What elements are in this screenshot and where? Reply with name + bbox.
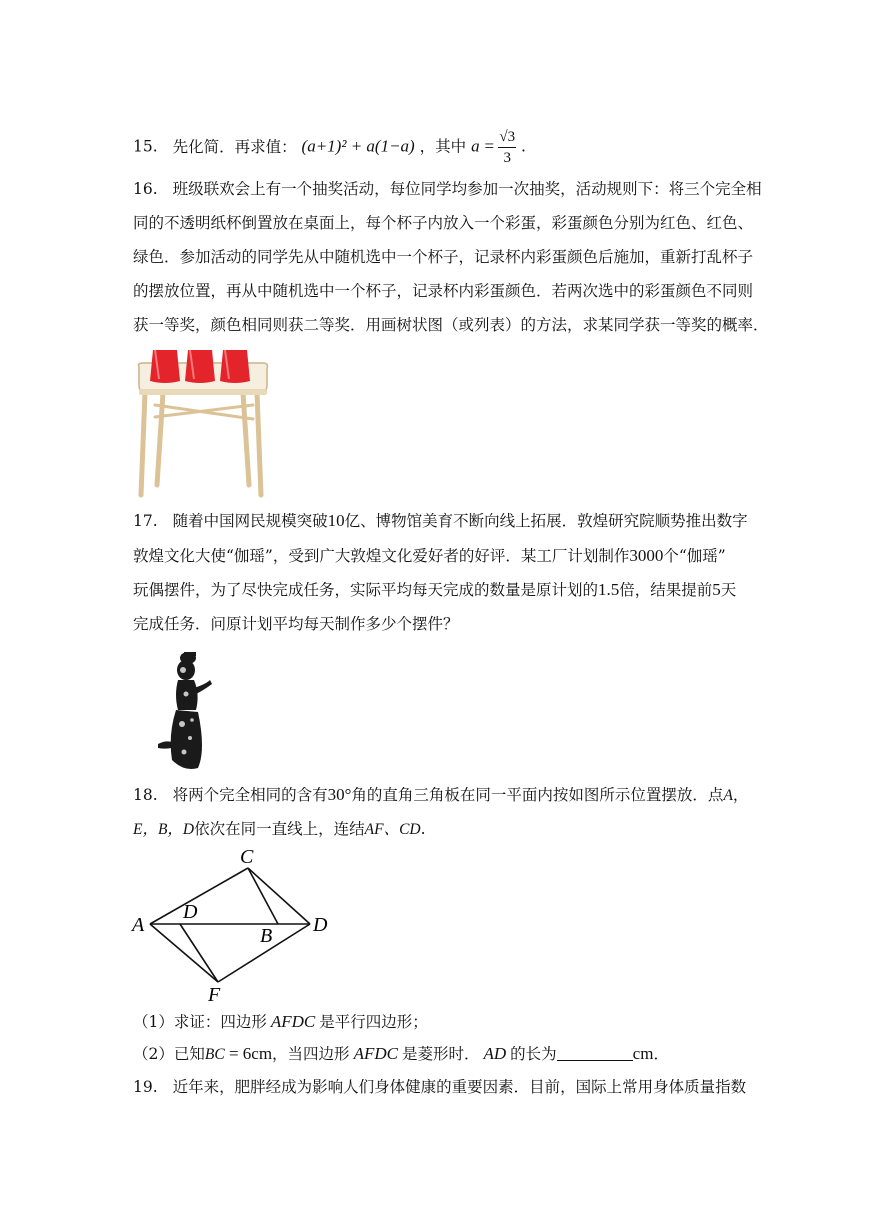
q18-angle: 30° (327, 785, 352, 804)
q18-comma: ， (732, 786, 749, 804)
q18-part2-d: 的长为 (510, 1045, 557, 1063)
q15-number: 15. (133, 137, 158, 156)
label-d-right: D (313, 914, 328, 936)
q17-line2: 敦煌文化大使“伽瑶”，受到广大敦煌文化爱好者的好评．某工厂计划制作 (133, 547, 630, 565)
q17-line3-c: 天 (720, 581, 737, 599)
q18-part2-val: = 6cm (224, 1044, 273, 1063)
table-cups-figure (133, 345, 273, 500)
question-16-line-1 (133, 179, 762, 199)
question-17-line-3 (133, 580, 736, 600)
q17-number: 17. (133, 512, 158, 530)
q16-line-5: 获一等奖，颜色相同则获二等奖．用画树状图（或列表）的方法，求某同学获一等奖的概率． (133, 316, 769, 334)
q18-part2-bc: BC (204, 1046, 225, 1063)
question-17-line-2 (133, 546, 726, 566)
q18-line1-b: 角的直角三角板在同一平面内按如图所示位置摆放．点 (351, 786, 724, 804)
q19-line-1: 近年来，肥胖经成为影响人们身体健康的重要因素．目前，国际上常用身体质量指数 (172, 1078, 747, 1096)
q17-line2-num: 3000 (629, 546, 664, 565)
q17-line3-b: 倍，结果提前 (619, 581, 713, 599)
question-18-line-2 (133, 819, 426, 840)
q18-part2-c: 是菱形时． (401, 1045, 480, 1063)
q17-line1-num: 10 (327, 511, 345, 530)
q18-part-2 (133, 1044, 669, 1065)
table-legs (141, 393, 261, 495)
q15-end: . (521, 137, 526, 156)
q17-line1-b: 亿、博物馆美育不断向线上拓展．敦煌研究院顺势推出数字 (344, 512, 748, 530)
label-a: A (132, 914, 145, 936)
q18-line2-segs: AF、CD (364, 821, 421, 838)
q16-line-1: 班级联欢会上有一个抽奖活动，每位同学均参加一次抽奖，活动规则下：将三个完全相 (172, 180, 762, 198)
q18-line2-end: . (420, 820, 426, 838)
q16-number: 16. (133, 180, 158, 198)
q18-part2-a: （2）已知 (133, 1045, 205, 1063)
q18-quad: AFDC (270, 1012, 316, 1031)
q16-line-3: 绿色．参加活动的同学先从中随机选中一个杯子，记录杯内彩蛋颜色后施加，重新打乱杯子 (133, 248, 754, 266)
question-17-line-1 (133, 511, 748, 531)
q15-frac-num: √3 (498, 127, 516, 148)
q17-line-4: 完成任务．问原计划平均每天制作多少个摆件？ (133, 615, 459, 633)
q17-line2-b: 个“伽瑶” (663, 547, 726, 565)
figurine-image (148, 650, 218, 775)
q18-part2-unit: cm (632, 1044, 654, 1063)
q18-line2-points: E，B，D (133, 821, 195, 838)
table-apron (139, 389, 267, 395)
q18-part1-a: （1）求证：四边形 (133, 1013, 267, 1031)
q18-point-a: A (723, 787, 733, 804)
label-d-inner: D (183, 901, 198, 923)
figure-lines (150, 868, 310, 982)
q19-number: 19. (133, 1078, 158, 1096)
q18-part2-quad: AFDC (353, 1044, 398, 1063)
q17-line3-a: 玩偶摆件，为了尽快完成任务，实际平均每天完成的数量是原计划的 (133, 581, 599, 599)
question-18-line-1 (133, 785, 748, 806)
label-f: F (208, 984, 221, 1006)
q15-text-b: ，其中 (419, 137, 467, 156)
q16-line-2: 同的不透明纸杯倒置放在桌面上，每个杯子内放入一个彩蛋，彩蛋颜色分别为红色、红色、 (133, 214, 754, 232)
q15-var: a (471, 136, 480, 156)
q18-part1-b: 是平行四边形； (319, 1013, 428, 1031)
q17-line3-num2: 5 (712, 580, 721, 599)
q15-fraction (498, 127, 516, 168)
q15-frac-den: 3 (503, 150, 511, 166)
geometry-figure (130, 842, 340, 1007)
answer-blank[interactable] (557, 1044, 633, 1061)
q18-line1-a: 将两个完全相同的含有 (172, 786, 328, 804)
q17-line3-num1: 1.5 (598, 580, 620, 599)
q18-number: 18. (133, 786, 158, 804)
red-cups (150, 350, 250, 383)
q18-part-1 (133, 1012, 428, 1032)
q16-line-4: 的摆放位置，再从中随机选中一个杯子，记录杯内彩蛋颜色．若两次选中的彩蛋颜色不同则 (133, 282, 754, 300)
q18-part2-end: ． (653, 1045, 669, 1063)
label-c: C (240, 846, 254, 868)
q15-expression: (a+1)² + a(1−a) (301, 136, 415, 156)
label-b: B (260, 925, 273, 947)
question-15 (133, 127, 526, 168)
q17-line1-a: 随着中国网民规模突破 (172, 512, 328, 530)
q18-part2-b: ，当四边形 (272, 1045, 350, 1063)
q15-text-a: 先化简．再求值： (172, 137, 297, 156)
question-19 (133, 1077, 746, 1097)
q15-eq: = (484, 136, 499, 156)
q18-part2-ad: AD (483, 1044, 507, 1063)
q18-line2-b: 依次在同一直线上，连结 (194, 820, 365, 838)
